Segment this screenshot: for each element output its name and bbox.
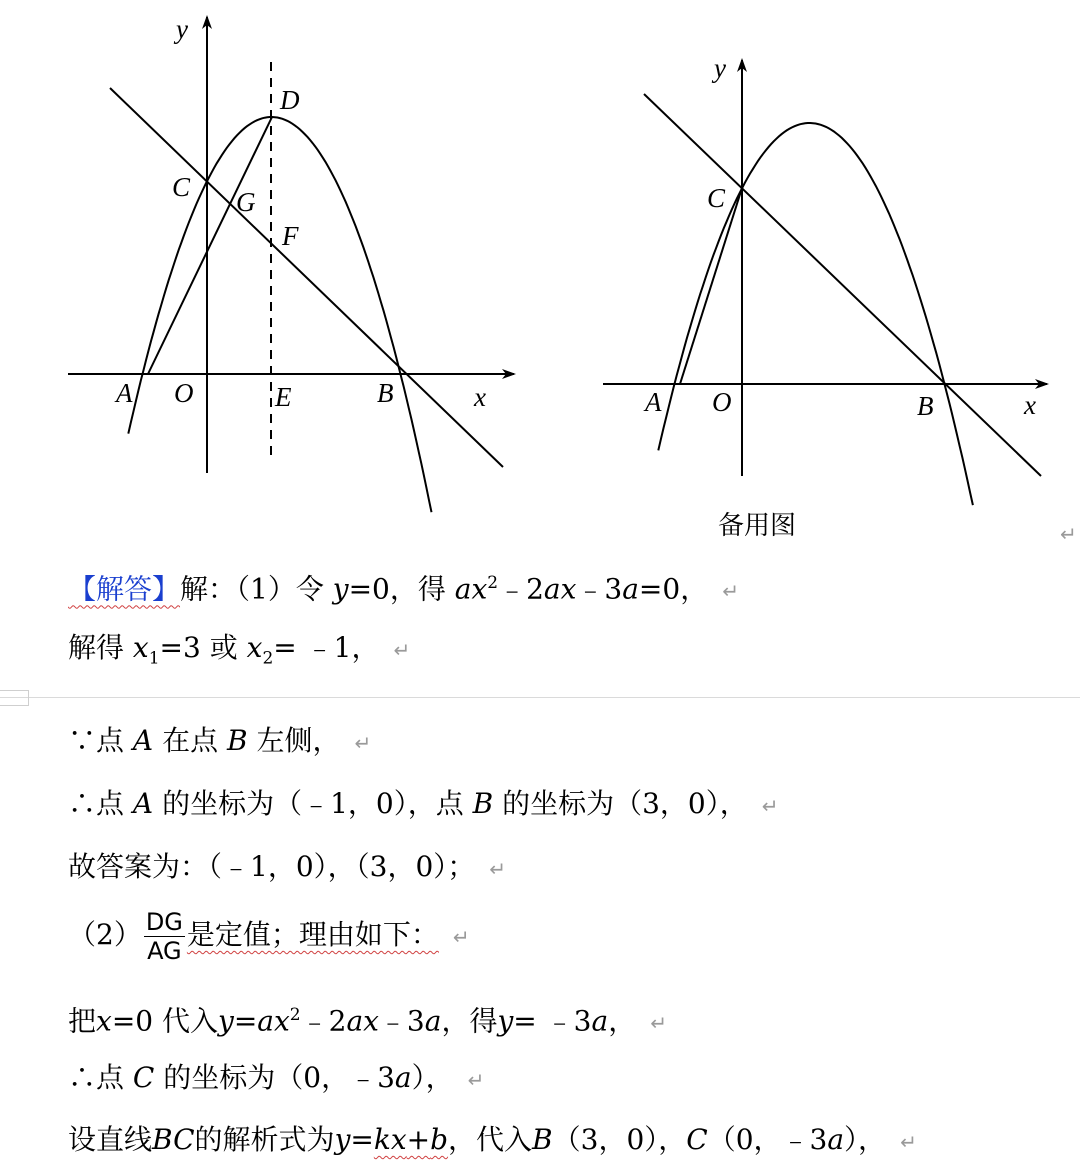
l1-ax-2: ax [543, 572, 577, 606]
return-mark: ↵ [354, 731, 372, 755]
return-mark: ↵ [393, 638, 411, 662]
figure-caption: 备用图 [718, 511, 797, 541]
l7-p1: 把 [68, 1004, 97, 1038]
l9-p2: 的解析式为 [194, 1123, 335, 1156]
left-label-g: G [236, 187, 256, 217]
l7-ax: ax [257, 1004, 290, 1038]
l2-x1: x [132, 631, 149, 664]
l7-a: a [424, 1004, 442, 1038]
l1-ax: ax [454, 572, 488, 606]
l4-p1: ∴点 [68, 787, 125, 820]
left-label-b: B [377, 378, 394, 408]
l8-p2: 的坐标为（0，﹣3 [163, 1061, 395, 1094]
page-break-line [0, 697, 1080, 698]
l5-text: 故答案为：（﹣1，0），（3，0）； [68, 850, 476, 883]
l2-sub-2: 2 [262, 648, 274, 669]
right-label-o: O [712, 387, 732, 417]
l2-mid: =3 或 [159, 631, 238, 664]
right-figure [603, 60, 1047, 505]
left-label-c: C [172, 172, 191, 202]
solution-line-5 [68, 847, 506, 889]
return-mark: ↵ [452, 925, 470, 949]
l4-b: B [472, 787, 494, 820]
l8-p3: ）， [411, 1061, 454, 1094]
l9-p5: （3，0）， [552, 1123, 687, 1156]
return-mark: ↵ [761, 794, 779, 818]
l6-tail: 是定值；理由如下： [186, 918, 439, 951]
solution-line-2 [68, 628, 410, 679]
solution-line-1 [68, 563, 739, 611]
l3-b: B [226, 724, 248, 757]
left-label-y: y [176, 14, 188, 44]
l4-a: A [132, 787, 154, 820]
return-mark: ↵ [1060, 522, 1077, 546]
l7-x: x [96, 1004, 112, 1038]
l9-bc: BC [152, 1123, 195, 1156]
l8-p1: ∴点 [68, 1061, 125, 1094]
l9-p7: ）， [844, 1123, 887, 1156]
l9-p1: 设直线 [68, 1123, 153, 1156]
l9-b: b [430, 1123, 449, 1156]
left-label-f: F [282, 221, 299, 251]
figure-area [0, 0, 1080, 550]
right-label-x: x [1024, 390, 1036, 420]
l9-p6: （0，﹣3 [707, 1123, 828, 1156]
l1-square: 2 [487, 573, 499, 593]
solution-line-8 [68, 1058, 484, 1100]
l7-square: 2 [289, 1005, 301, 1025]
solution-tag: 【解答】 [68, 572, 181, 606]
l8-c: C [132, 1061, 155, 1094]
right-parabola [658, 123, 973, 505]
l7-p2: =0 代入 [111, 1004, 218, 1038]
l1-intro: 解：（1）令 [180, 572, 324, 606]
fraction-denominator: AG [147, 937, 182, 965]
l1-minus-2: ﹣2 [498, 572, 544, 606]
l7-p6: ，得 [441, 1004, 498, 1038]
l8-a: a [394, 1061, 412, 1094]
l3-a: A [132, 724, 154, 757]
l9-y: y [334, 1123, 351, 1156]
right-label-b: B [917, 391, 934, 421]
l7-p5: ﹣3 [378, 1004, 425, 1038]
right-label-c: C [707, 183, 726, 213]
l9-kx-plus-b [374, 1123, 448, 1156]
l7-p7: = ﹣3 [513, 1004, 592, 1038]
l3-p3: 左侧， [256, 724, 341, 757]
return-mark: ↵ [467, 1068, 485, 1092]
l7-y: y [218, 1004, 234, 1038]
right-label-y: y [714, 53, 726, 83]
left-label-o: O [174, 378, 194, 408]
solution-line-3 [68, 721, 371, 763]
l2-sub-1: 1 [148, 648, 160, 669]
return-mark: ↵ [489, 857, 507, 881]
fraction-dg-ag [144, 908, 185, 965]
l9-p3: = [350, 1123, 374, 1156]
solution-line-4 [68, 784, 779, 826]
l3-p1: ∵点 [68, 724, 125, 757]
right-labels [643, 53, 1036, 541]
left-labels [114, 14, 486, 412]
l9-point-c: C [686, 1123, 708, 1156]
l2-x2: x [246, 631, 263, 664]
l9-point-b: B [532, 1123, 553, 1156]
left-label-x: x [474, 382, 486, 412]
return-mark: ↵ [900, 1130, 917, 1154]
return-mark: ↵ [722, 579, 739, 604]
left-label-a: A [116, 378, 133, 408]
l9-p4: ，代入 [448, 1123, 533, 1156]
l4-p2: 的坐标为（﹣1，0），点 [162, 787, 464, 820]
left-label-d: D [280, 85, 300, 115]
l3-p2: 在点 [162, 724, 219, 757]
l1-eq-end: =0， [638, 572, 709, 606]
fraction-numerator: DG [145, 908, 183, 936]
l1-eq0: =0，得 [348, 572, 446, 606]
solution-line-9 [68, 1120, 917, 1162]
l7-y-2: y [497, 1004, 514, 1038]
l7-p8: ， [608, 1004, 637, 1038]
l1-a: a [622, 572, 639, 606]
l4-p3: 的坐标为（3，0）， [502, 787, 748, 820]
l7-ax-2: ax [346, 1004, 379, 1038]
page-break-marker [0, 690, 29, 706]
l9-plus: + [406, 1123, 431, 1156]
l1-minus-3: ﹣3 [576, 572, 623, 606]
solution-line-6 [68, 907, 470, 965]
left-line-ad [148, 117, 272, 374]
l2-tail: = ﹣1， [273, 631, 380, 664]
right-label-a: A [645, 387, 662, 417]
l2-lead: 解得 [68, 631, 125, 664]
right-line-ac [680, 188, 742, 384]
left-label-e: E [275, 382, 292, 412]
solution-line-7 [68, 995, 667, 1043]
l7-a-2: a [591, 1004, 609, 1038]
l9-a: a [827, 1123, 845, 1156]
return-mark: ↵ [650, 1011, 667, 1036]
l9-kx: kx [373, 1123, 407, 1156]
l7-p3: = [233, 1004, 258, 1038]
l6-lead: （2） [68, 918, 142, 951]
l1-var-y: y [332, 572, 349, 606]
l7-p4: ﹣2 [300, 1004, 347, 1038]
